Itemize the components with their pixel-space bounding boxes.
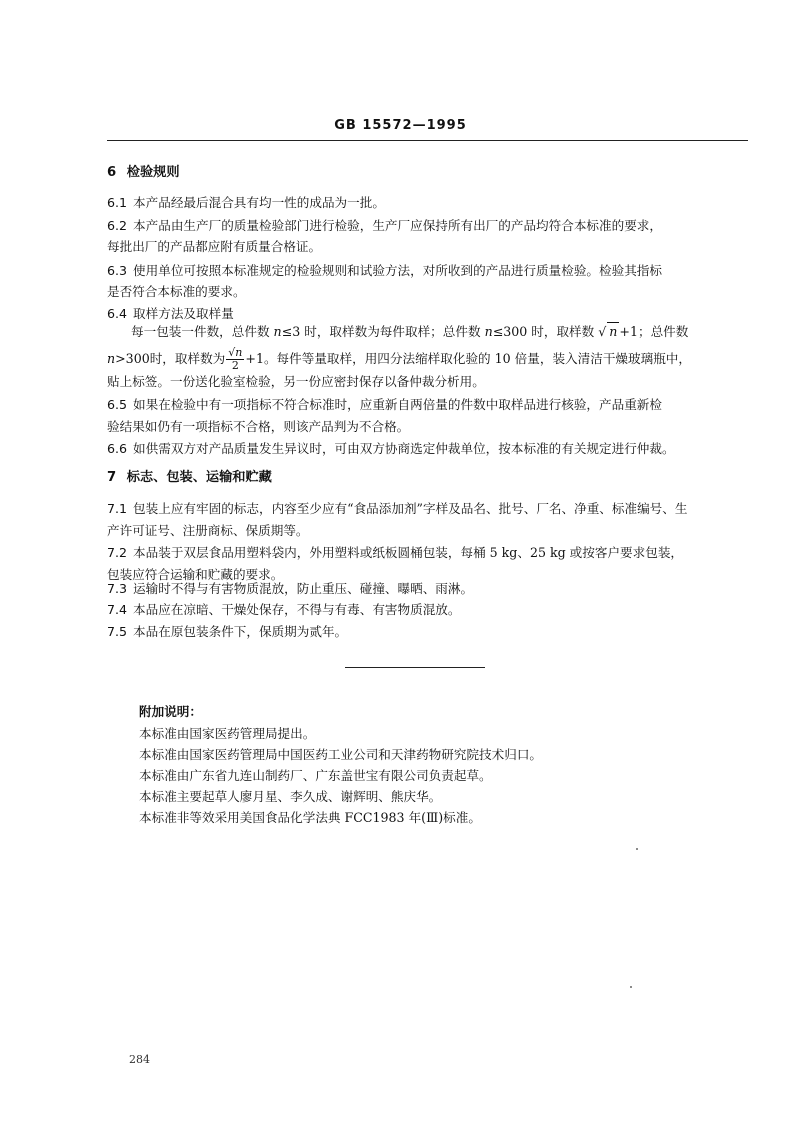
standard-number: GB 15572—1995 — [334, 118, 467, 133]
header-rule — [107, 140, 748, 141]
clause-6-3-cont: 是否符合本标准的要求。 — [107, 284, 246, 299]
clause-number: 7.2 — [107, 545, 128, 560]
clause-number: 6.5 — [107, 397, 128, 412]
clause-7-2-cont: 包装应符合运输和贮藏的要求。 — [107, 567, 284, 582]
appendix-line: 本标准由国家医药管理局提出。 — [139, 726, 316, 741]
appendix-line: 本标准由国家医药管理局中国医药工业公司和天津药物研究院技术归口。 — [139, 747, 542, 762]
fraction-numerator: √n — [228, 346, 243, 359]
appendix-title: 附加说明： — [139, 704, 202, 719]
appendix-line: 本标准主要起草人廖月星、李久成、谢辉明、熊庆华。 — [139, 789, 442, 804]
text-run: ≤3 时，取样数为每件取样；总件数 — [281, 324, 485, 339]
end-rule — [345, 667, 485, 668]
fraction-denominator: 2 — [231, 359, 239, 372]
section-6-heading — [107, 164, 180, 182]
sqrt-radicand: n — [609, 324, 618, 339]
clause-7-2 — [107, 544, 683, 562]
math-var: n — [273, 324, 282, 339]
clause-6-4-line-1: 每一包装一件数，总件数 n≤3 时，取样数为每件取样；总件数 n≤300 时，取样数 √ n +1；总件数 — [131, 324, 689, 339]
clause-6-2 — [107, 217, 662, 235]
text-run: +1。每件等量取样，用四分法缩样取化验的 10 倍量，装入清洁干燥玻璃瓶中， — [245, 351, 691, 366]
clause-text: 运输时不得与有害物质混放，防止重压、碰撞、曝晒、雨淋。 — [133, 581, 474, 596]
clause-7-4 — [107, 601, 460, 619]
clause-number: 7.5 — [107, 624, 128, 639]
text-run: +1；总件数 — [619, 324, 689, 339]
clause-text: 本产品由生产厂的质量检验部门进行检验，生产厂应保持所有出厂的产品均符合本标准的要求， — [133, 218, 662, 233]
clause-text: 使用单位可按照本标准规定的检验规则和试验方法，对所收到的产品进行质量检验。检验其指标 — [133, 263, 662, 278]
clause-6-5-cont: 验结果如仍有一项指标不合格，则该产品判为不合格。 — [107, 419, 410, 434]
clause-text: 本品在原包装条件下，保质期为贰年。 — [133, 624, 348, 639]
appendix-line: 本标准由广东省九连山制药厂、广东盖世宝有限公司负责起草。 — [139, 768, 492, 783]
fraction — [226, 347, 244, 372]
clause-number: 6.6 — [107, 441, 128, 456]
clause-7-5 — [107, 623, 347, 641]
clause-number: 7.3 — [107, 581, 128, 596]
clause-text: 本品应在凉暗、干燥处保存，不得与有毒、有害物质混放。 — [133, 602, 461, 617]
clause-number: 6.3 — [107, 263, 128, 278]
clause-7-1 — [107, 500, 687, 518]
text-run: >300时，取样数为 — [115, 351, 226, 366]
scan-speck — [630, 986, 632, 988]
section-7-title: 标志、包装、运输和贮藏 — [126, 470, 272, 485]
clause-text: 本产品经最后混合具有均一性的成品为一批。 — [133, 195, 385, 210]
clause-6-3 — [107, 262, 662, 280]
clause-number: 7.4 — [107, 602, 128, 617]
clause-number: 6.1 — [107, 195, 128, 210]
clause-6-2-cont: 每批出厂的产品都应附有质量合格证。 — [107, 239, 322, 254]
math-var: n — [107, 351, 116, 366]
clause-text: 如果在检验中有一项指标不符合标准时，应重新自两倍量的件数中取样品进行核验，产品重新检 — [133, 397, 662, 412]
section-7-number: 7 — [107, 470, 117, 485]
section-6-title: 检验规则 — [126, 165, 180, 180]
clause-number: 7.1 — [107, 501, 128, 516]
clause-text: 如供需双方对产品质量发生异议时，可由双方协商选定仲裁单位，按本标准的有关规定进行仲裁。 — [133, 441, 675, 456]
clause-7-1-cont: 产许可证号、注册商标、保质期等。 — [107, 523, 309, 538]
math-var: n — [484, 324, 493, 339]
clause-6-4 — [107, 305, 234, 323]
clause-title: 取样方法及取样量 — [133, 306, 234, 321]
clause-text: 包装上应有牢固的标志，内容至少应有“食品添加剂”字样及品名、批号、厂名、净重、标准编号、生 — [133, 501, 688, 516]
clause-number: 6.4 — [107, 306, 128, 321]
clause-6-1 — [107, 194, 385, 212]
section-6-number: 6 — [107, 165, 117, 180]
text-run: 每一包装一件数，总件数 — [131, 324, 274, 339]
clause-7-3 — [107, 580, 473, 598]
clause-text: 本品装于双层食品用塑料袋内，外用塑料或纸板圆桶包装，每桶 5 kg、25 kg 或按客户要求包装， — [133, 545, 684, 560]
clause-6-4-line-3: 贴上标签。一份送化验室检验，另一份应密封保存以备仲裁分析用。 — [107, 374, 485, 389]
clause-number: 6.2 — [107, 218, 128, 233]
section-7-heading — [107, 469, 272, 487]
clause-6-4-line-2 — [107, 347, 691, 372]
appendix-line: 本标准非等效采用美国食品化学法典 FCC1983 年(Ⅲ)标准。 — [139, 810, 481, 825]
page-number: 284 — [129, 1053, 150, 1066]
scan-speck — [636, 848, 638, 850]
text-run: ≤300 时，取样数 — [492, 324, 599, 339]
clause-6-6 — [107, 440, 675, 458]
clause-6-5 — [107, 396, 662, 414]
